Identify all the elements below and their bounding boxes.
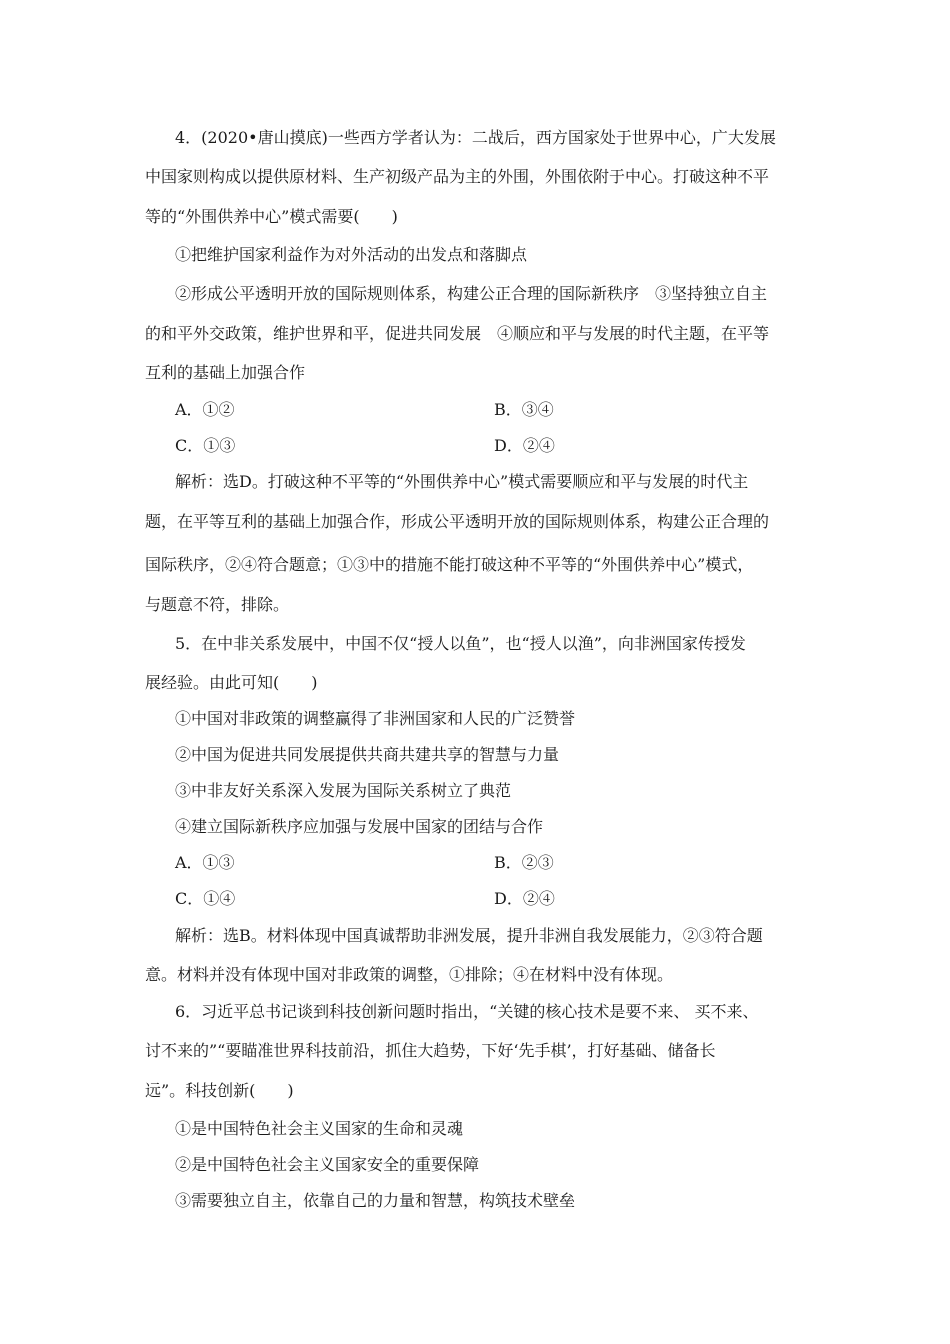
- q4-analysis-line-3: 国际秩序，②④符合题意；①③中的措施不能打破这种不平等的“外围供养中心”模式，: [145, 555, 754, 574]
- q4-option-a: A．①②: [175, 400, 235, 419]
- q4-analysis-line-4: 与题意不符，排除。: [145, 595, 290, 614]
- q5-option-d: D．②④: [494, 889, 555, 908]
- q4-item-2-line-3: 互利的基础上加强合作: [145, 363, 306, 382]
- q6-stem-line-1: 6．习近平总书记谈到科技创新问题时指出，“关键的核心技术是要不来、 买不来、: [175, 1002, 759, 1021]
- q5-analysis-line-2: 意。材料并没有体现中国对非政策的调整，①排除；④在材料中没有体现。: [145, 965, 674, 984]
- q5-stem-line-1: 5．在中非关系发展中，中国不仅“授人以鱼”，也“授人以渔”，向非洲国家传授发: [175, 634, 746, 653]
- q6-item-2: ②是中国特色社会主义国家安全的重要保障: [175, 1155, 480, 1174]
- q5-item-2: ②中国为促进共同发展提供共商共建共享的智慧与力量: [175, 745, 560, 764]
- q4-item-1: ①把维护国家利益作为对外活动的出发点和落脚点: [175, 245, 528, 264]
- q4-item-2-line-2: 的和平外交政策，维护世界和平，促进共同发展 ④顺应和平与发展的时代主题，在平等: [145, 324, 770, 343]
- q6-item-3: ③需要独立自主，依靠自己的力量和智慧，构筑技术壁垒: [175, 1191, 576, 1210]
- q5-item-3: ③中非友好关系深入发展为国际关系树立了典范: [175, 781, 512, 800]
- q6-stem-line-2: 讨不来的”“要瞄准世界科技前沿，抓住大趋势，下好‘先手棋’，打好基础、储备长: [145, 1041, 716, 1060]
- q4-item-2-line-1: ②形成公平透明开放的国际规则体系，构建公正合理的国际新秩序 ③坚持独立自主: [175, 284, 768, 303]
- q4-analysis-line-2: 题，在平等互利的基础上加强合作，形成公平透明开放的国际规则体系，构建公正合理的: [145, 512, 770, 531]
- q5-option-a: A．①③: [175, 853, 235, 872]
- q5-item-1: ①中国对非政策的调整赢得了非洲国家和人民的广泛赞誉: [175, 709, 576, 728]
- q5-stem-line-2: 展经验。由此可知( ): [145, 673, 318, 692]
- q4-option-d: D．②④: [494, 436, 555, 455]
- q5-option-b: B．②③: [494, 853, 554, 872]
- q5-item-4: ④建立国际新秩序应加强与发展中国家的团结与合作: [175, 817, 544, 836]
- q4-analysis-line-1: 解析：选D。打破这种不平等的“外围供养中心”模式需要顺应和平与发展的时代主: [175, 472, 749, 491]
- q4-stem-line-2: 中国家则构成以提供原材料、生产初级产品为主的外围，外围依附于中心。打破这种不平: [145, 167, 770, 186]
- q5-option-c: C．①④: [175, 889, 236, 908]
- q4-stem-line-3: 等的“外围供养中心”模式需要( ): [145, 207, 398, 226]
- q4-option-c: C．①③: [175, 436, 236, 455]
- q4-option-b: B．③④: [494, 400, 554, 419]
- q6-stem-line-3: 远”。科技创新( ): [145, 1081, 294, 1100]
- q6-item-1: ①是中国特色社会主义国家的生命和灵魂: [175, 1119, 464, 1138]
- q4-stem-line-1: 4．(2020•唐山摸底)一些西方学者认为：二战后，西方国家处于世界中心，广大发展: [175, 128, 776, 147]
- q5-analysis-line-1: 解析：选B。材料体现中国真诚帮助非洲发展，提升非洲自我发展能力，②③符合题: [175, 926, 763, 945]
